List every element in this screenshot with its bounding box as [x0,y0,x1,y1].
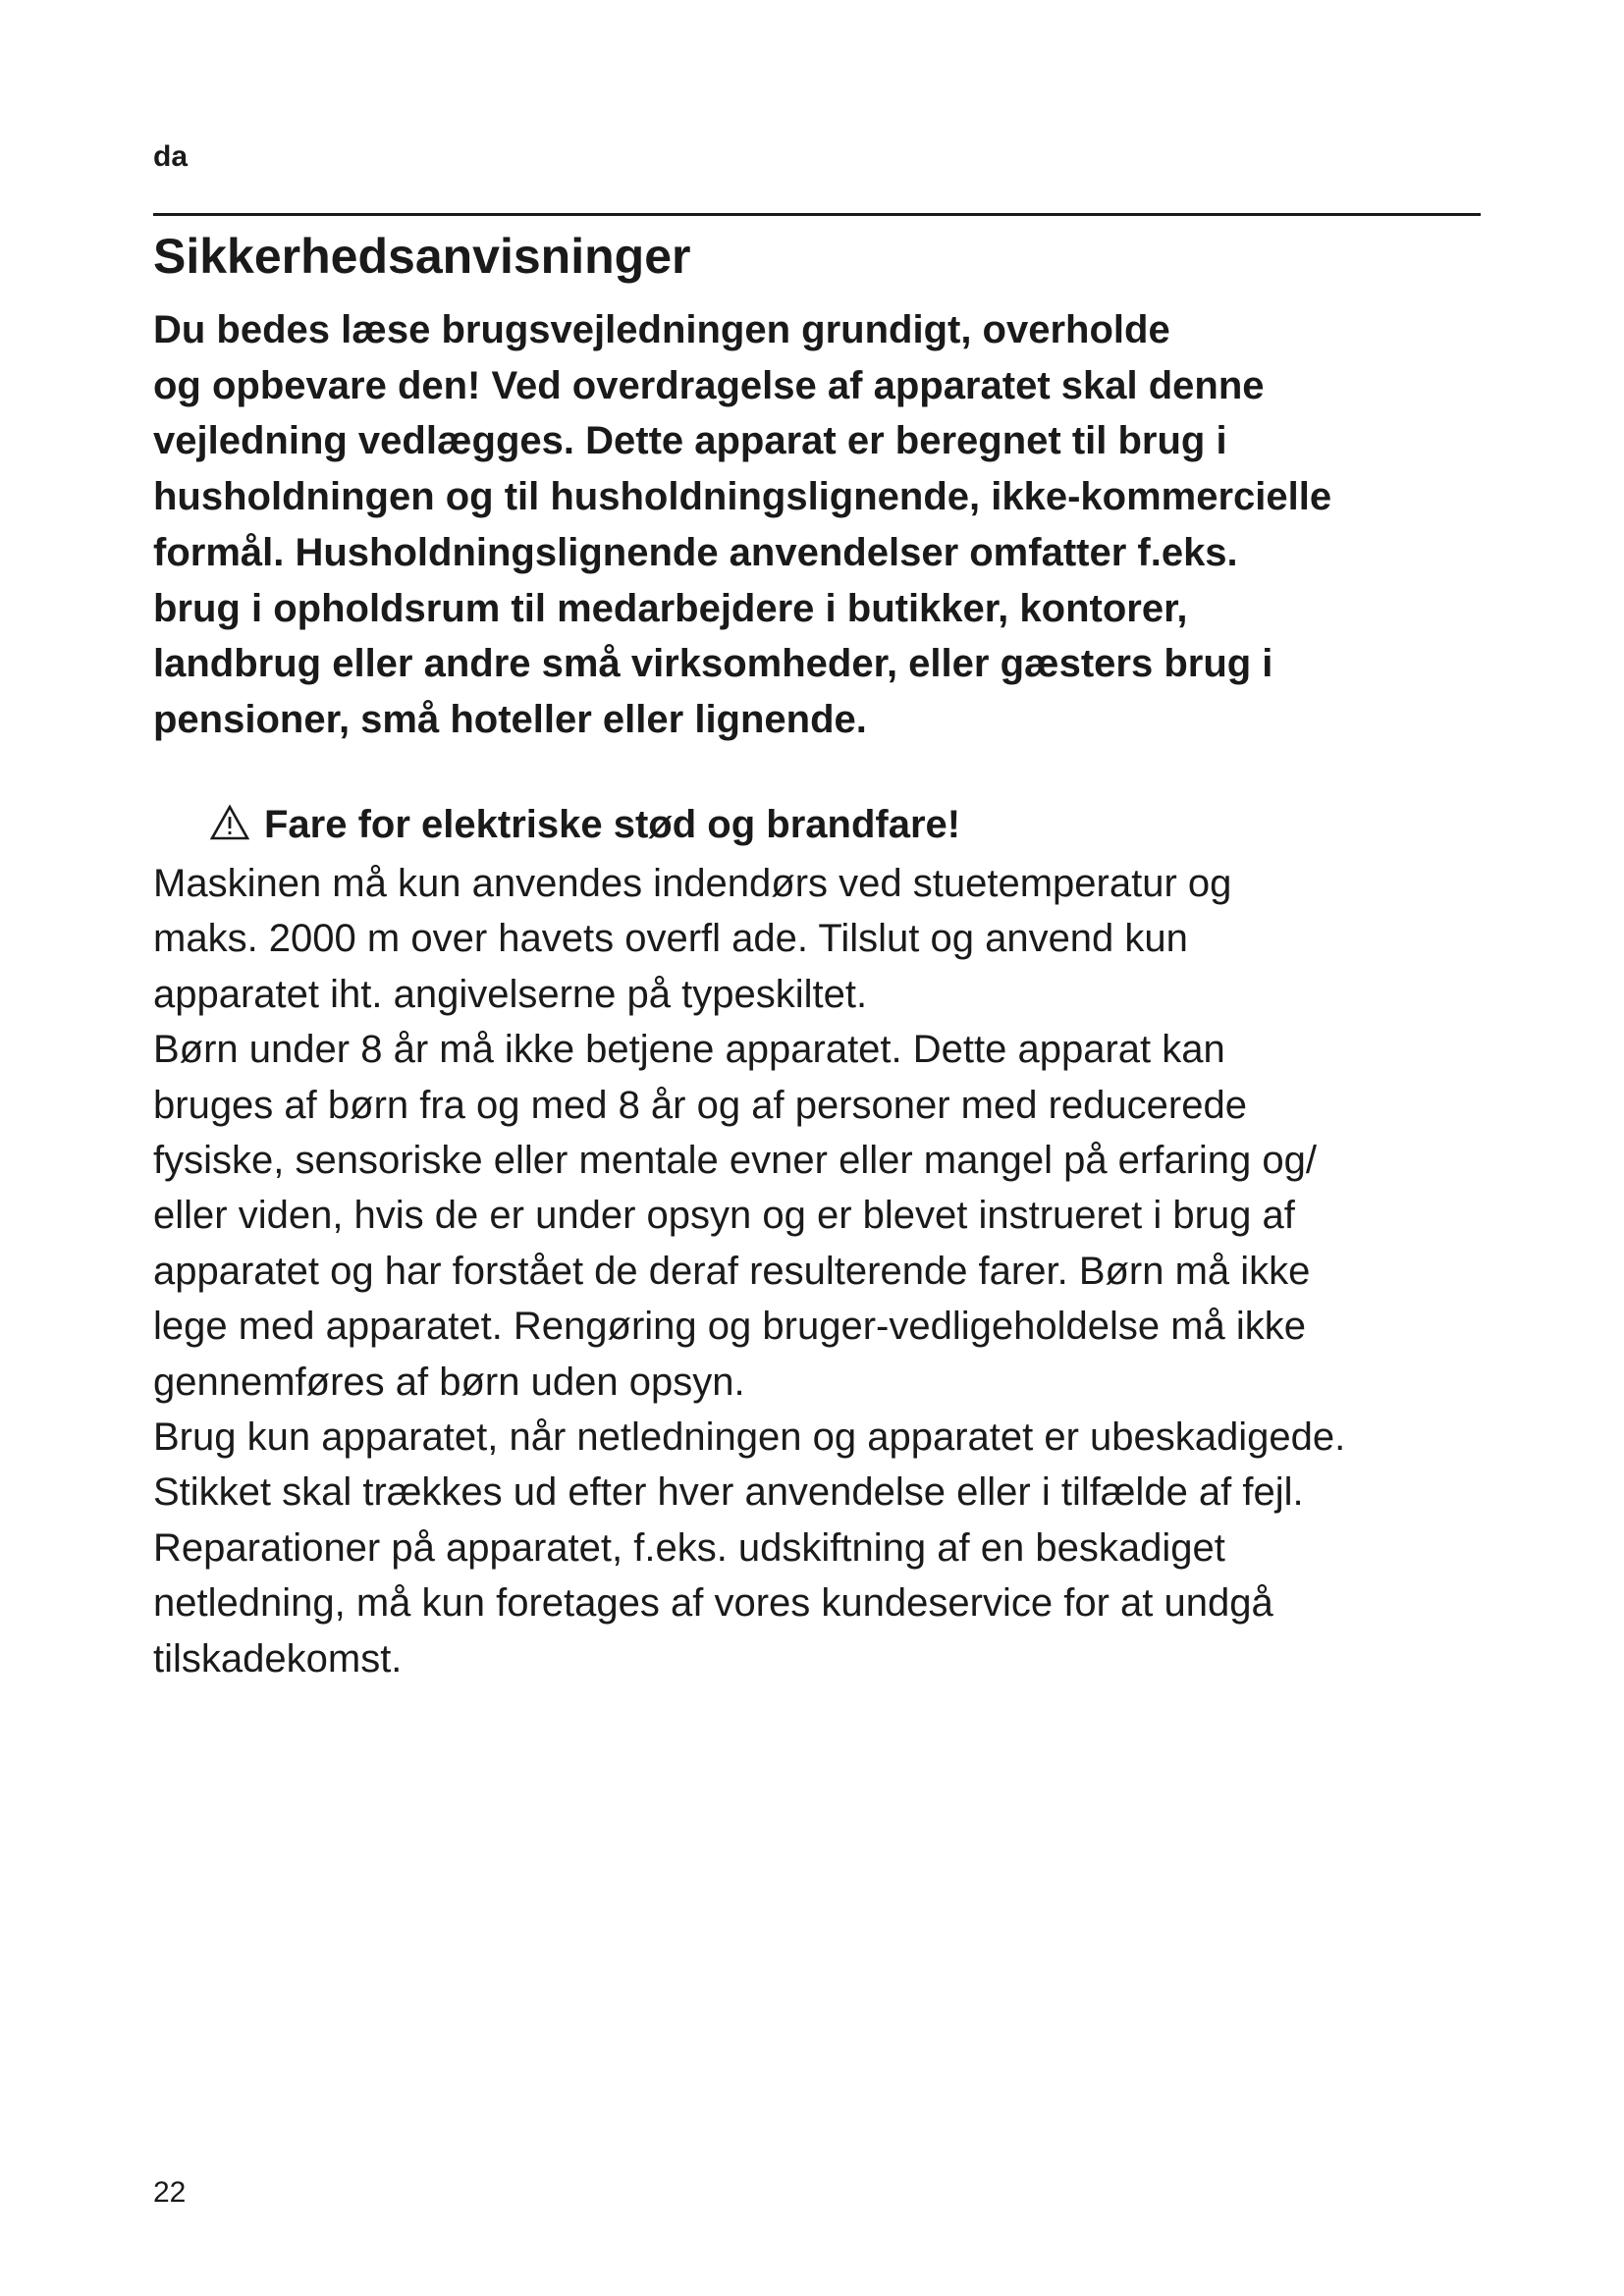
intro-line: husholdningen og til husholdningslignende, ikke-kommercielle [153,475,1332,519]
intro-paragraph [153,302,1489,748]
body-line: apparatet og har forstået de deraf resulterende farer. Børn må ikke [153,1249,1311,1293]
warning-heading-text: Fare for elektriske stød og brandfare! [264,803,961,846]
intro-line: og opbevare den! Ved overdragelse af apparatet skal denne [153,363,1265,407]
body-line: bruges af børn fra og med 8 år og af personer med reducerede [153,1083,1247,1127]
body-line: fysiske, sensoriske eller mentale evner eller mangel på erfaring og/ [153,1139,1318,1183]
body-line: netledning, må kun foretages af vores kundeservice for at undgå [153,1581,1273,1626]
body-line: Børn under 8 år må ikke betjene apparatet. Dette apparat kan [153,1028,1225,1072]
page-title: Sikkerhedsanvisninger [153,229,691,284]
body-line: lege med apparatet. Rengøring og bruger-vedligeholdelse må ikke [153,1305,1307,1349]
page-number: 22 [153,2176,187,2209]
body-line: gennemføres af børn uden opsyn. [153,1360,745,1404]
body-line: Brug kun apparatet, når netledningen og apparatet er ubeskadigede. [153,1415,1346,1460]
body-line: apparatet iht. angivelserne på typeskiltet. [153,972,868,1016]
intro-line: vejledning vedlægges. Dette apparat er beregnet til brug i [153,419,1227,463]
body-line: Stikket skal trækkes ud efter hver anvendelse eller i tilfælde af fejl. [153,1470,1304,1515]
body-line: eller viden, hvis de er under opsyn og er blevet instrueret i brug af [153,1194,1295,1238]
body-line: tilskadekomst. [153,1636,403,1681]
intro-line: formål. Husholdningslignende anvendelser omfatter f.eks. [153,530,1238,574]
intro-line: pensioner, små hoteller eller lignende. [153,697,867,741]
safety-body [153,856,1489,1686]
intro-line: Du bedes læse brugsvejledningen grundigt, overholde [153,308,1170,351]
language-tag: da [153,140,189,173]
body-line: maks. 2000 m over havets overfl ade. Tilslut og anvend kun [153,917,1188,961]
intro-line: landbrug eller andre små virksomheder, eller gæsters brug i [153,642,1273,686]
warning-triangle-icon [209,804,250,841]
intro-line: brug i opholdsrum til medarbejdere i butikker, kontorer, [153,586,1188,630]
warning-heading [209,797,960,852]
header-divider [153,213,1481,216]
body-line: Maskinen må kun anvendes indendørs ved stuetemperatur og [153,862,1232,905]
body-line: Reparationer på apparatet, f.eks. udskiftning af en beskadiget [153,1525,1225,1570]
